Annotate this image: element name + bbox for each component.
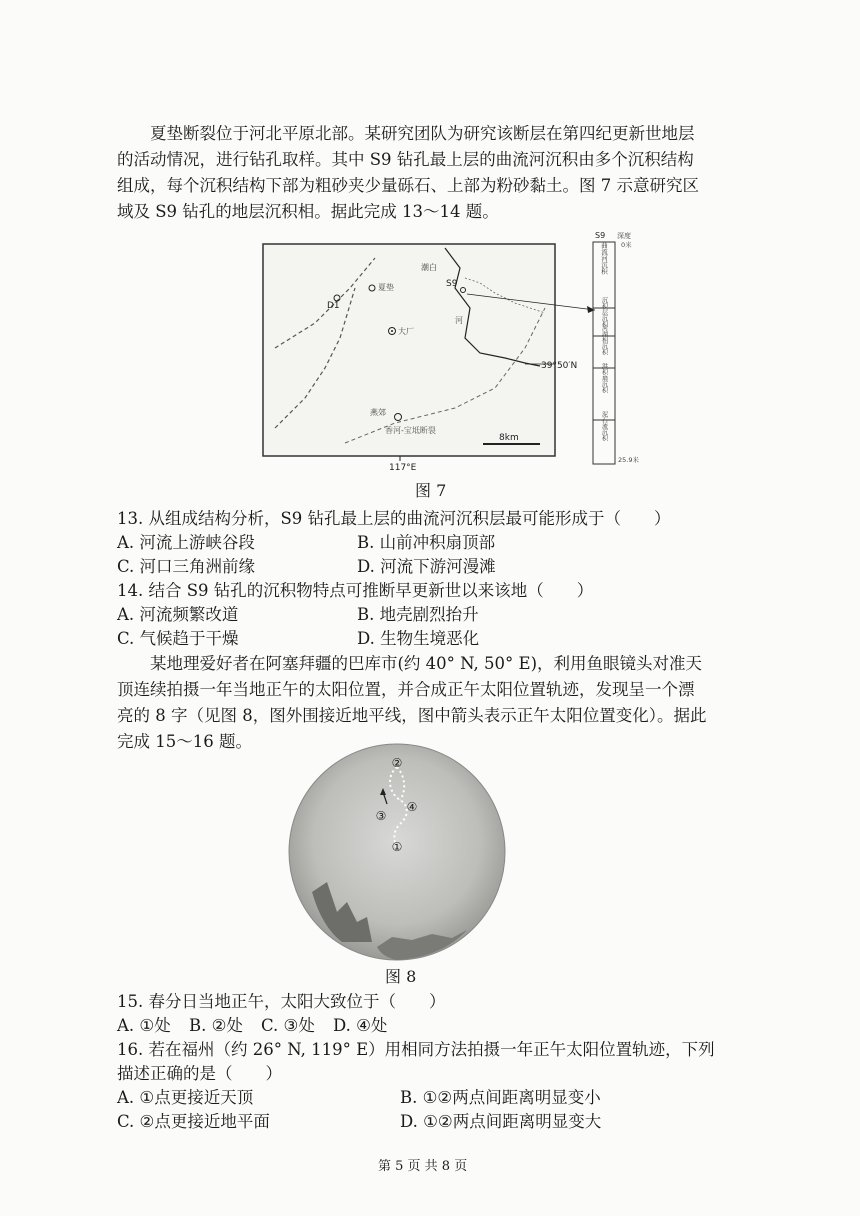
column-header-right: 深度 bbox=[617, 232, 631, 240]
text-line: 某地理爱好者在阿塞拜疆的巴库市(约 40° N, 50° E)，利用鱼眼镜头对准天 bbox=[117, 654, 703, 673]
depth-bottom: 25.9米 bbox=[618, 456, 639, 464]
layer-label: 沉积层沉积 bbox=[600, 297, 608, 327]
q13-option-c: C. 河口三角洲前缘 bbox=[117, 557, 256, 576]
text-line: 亮的 8 字（见图 8，图外围接近地平线，图中箭头表示正午太阳位置变化）。据此 bbox=[117, 706, 707, 725]
q16-option-a: A. ①点更接近天顶 bbox=[117, 1088, 254, 1107]
q16-option-c: C. ②点更接近地平面 bbox=[117, 1112, 270, 1131]
q15-option-c: C. ③处 bbox=[261, 1016, 315, 1035]
q14-option-c: C. 气候趋于干燥 bbox=[117, 629, 239, 648]
figure-8-caption: 图 8 bbox=[385, 967, 417, 986]
s9-label: S9 bbox=[446, 279, 458, 289]
river-label: 河 bbox=[455, 316, 463, 325]
layer-label: 曲流河沉积 bbox=[600, 241, 608, 275]
text-line: 组成，每个沉积结构下部为粗砂夹少量砾石、上部为粉砂黏土。图 7 示意研究区 bbox=[117, 176, 699, 195]
point-label-1: ① bbox=[391, 840, 403, 854]
text-line: 完成 15～16 题。 bbox=[117, 732, 252, 751]
text-line: 夏垫断裂位于河北平原北部。某研究团队为研究该断层在第四纪更新世地层 bbox=[117, 124, 695, 143]
point-label-4: ④ bbox=[406, 800, 418, 814]
text-line: 的活动情况，进行钻孔取样。其中 S9 钻孔最上层的曲流河沉积由多个沉积结构 bbox=[117, 150, 694, 169]
scale-label: 8km bbox=[499, 433, 519, 443]
question-14-stem: 14. 结合 S9 钻孔的沉积物特点可推断早更新世以来该地（ ） bbox=[117, 581, 594, 600]
column-header-left: S9 bbox=[595, 231, 606, 240]
town-label: 燕郊 bbox=[370, 408, 386, 417]
point-label-2: ② bbox=[391, 756, 403, 770]
layer-label: 河湖相沉积 bbox=[600, 325, 608, 355]
q13-option-d: D. 河流下游河漫滩 bbox=[357, 557, 496, 576]
layer-label: 洪积扇沉积 bbox=[600, 363, 608, 393]
town-label: 夏垫 bbox=[378, 283, 394, 292]
q14-option-d: D. 生物生境恶化 bbox=[357, 629, 480, 648]
d1-label: D1 bbox=[327, 301, 340, 311]
q13-option-a: A. 河流上游峡谷段 bbox=[117, 533, 255, 552]
q15-option-d: D. ④处 bbox=[333, 1016, 388, 1035]
point-label-3: ③ bbox=[375, 809, 387, 823]
text-line: 域及 S9 钻孔的地层沉积相。据此完成 13～14 题。 bbox=[117, 202, 499, 221]
town-label: 潮白 bbox=[421, 263, 437, 272]
q14-option-b: B. 地壳剧烈抬升 bbox=[357, 605, 479, 624]
fault-label: 香河-宝坻断裂 bbox=[385, 426, 436, 435]
q16-option-d: D. ①②两点间距离明显变大 bbox=[400, 1112, 602, 1131]
town-label: 大厂 bbox=[398, 327, 414, 336]
question-16-stem-cont: 描述正确的是（ ） bbox=[117, 1064, 282, 1083]
figure-8 bbox=[282, 742, 512, 962]
q15-option-a: A. ①处 bbox=[117, 1016, 171, 1035]
longitude-label: 117°E bbox=[389, 463, 417, 473]
page-footer: 第 5 页 共 8 页 bbox=[378, 1159, 468, 1174]
q13-option-b: B. 山前冲积扇顶部 bbox=[357, 533, 496, 552]
depth-top: 0米 bbox=[621, 241, 632, 249]
stratigraphic-column bbox=[593, 231, 639, 464]
map-frame bbox=[263, 244, 555, 456]
question-16-stem: 16. 若在福州（约 26° N, 119° E）用相同方法拍摄一年正午太阳位置轨迹，下列 bbox=[117, 1040, 715, 1059]
figure-7-caption: 图 7 bbox=[415, 481, 447, 500]
latitude-label: 39°50′N bbox=[541, 361, 578, 371]
question-13-stem: 13. 从组成结构分析，S9 钻孔最上层的曲流河沉积层最可能形成于（ ） bbox=[117, 509, 671, 528]
q16-option-b: B. ①②两点间距离明显变小 bbox=[400, 1088, 601, 1107]
layer-label: 泥石流沉积 bbox=[600, 411, 608, 441]
q14-option-a: A. 河流频繁改道 bbox=[117, 605, 239, 624]
q15-option-b: B. ②处 bbox=[189, 1016, 243, 1035]
text-line: 顶连续拍摄一年当地正午的太阳位置，并合成正午太阳位置轨迹，发现呈一个漂 bbox=[117, 680, 695, 699]
figure-7 bbox=[255, 228, 685, 473]
question-15-stem: 15. 春分日当地正午，太阳大致位于（ ） bbox=[117, 992, 446, 1011]
